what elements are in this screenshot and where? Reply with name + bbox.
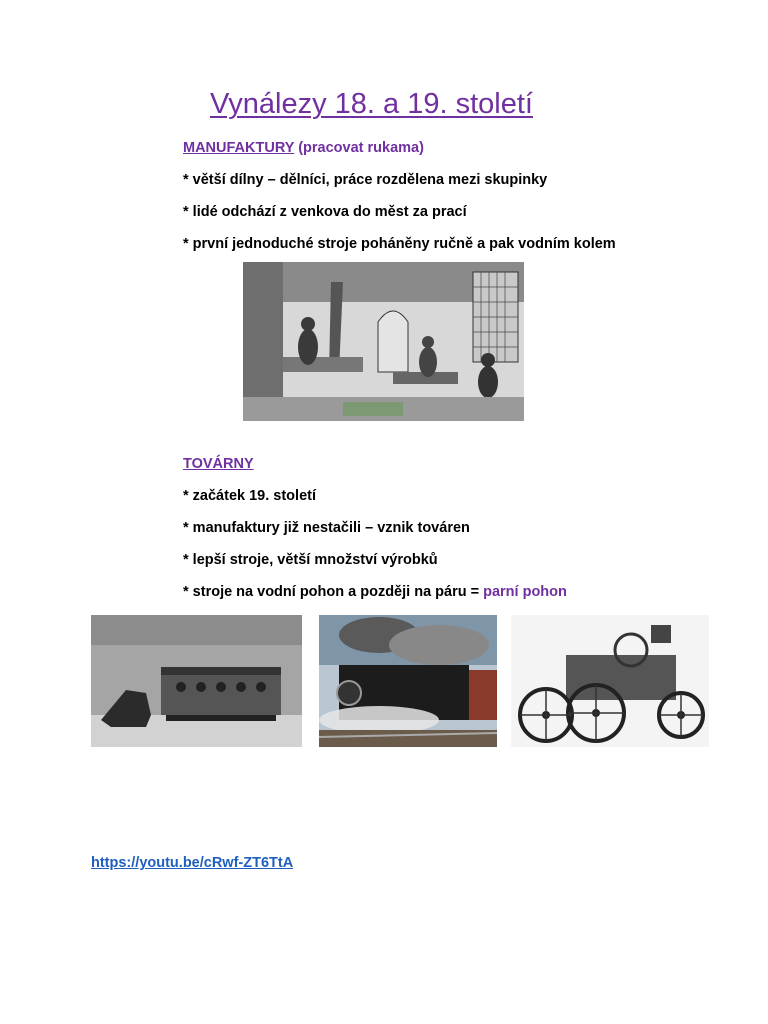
bullet-4: * začátek 19. století — [183, 488, 316, 504]
bullet-6: * lepší stroje, větší množství výrobků — [183, 552, 438, 568]
heading-manufaktury: MANUFAKTURY — [183, 140, 295, 156]
traction-engine-engraving — [511, 615, 709, 747]
bullet-3: * první jednoduché stroje poháněny ručně a pak vodním kolem — [183, 236, 616, 252]
bullet-7-text: * stroje na vodní pohon a později na páru = — [183, 584, 484, 600]
bullet-2: * lidé odchází z venkova do měst za prací — [183, 204, 467, 220]
bullet-7 — [183, 584, 567, 600]
section-heading-manufaktury — [183, 140, 424, 156]
steam-power-term: parní pohon — [483, 584, 567, 600]
bullet-5: * manufaktury již nestačili – vznik továren — [183, 520, 470, 536]
horse-tram-photo — [91, 615, 302, 747]
bullet-1: * větší dílny – dělníci, práce rozdělena mezi skupinky — [183, 172, 548, 188]
heading-tovarny: TOVÁRNY — [183, 456, 254, 472]
heading-subtitle: (pracovat rukama) — [298, 140, 424, 156]
workshop-engraving-image — [243, 262, 524, 421]
section-heading-tovarny — [183, 456, 254, 472]
youtube-link[interactable]: https://youtu.be/cRwf-ZT6TtA — [91, 855, 294, 871]
page-title: Vynálezy 18. a 19. století — [210, 88, 533, 120]
steam-locomotive-photo — [319, 615, 497, 747]
